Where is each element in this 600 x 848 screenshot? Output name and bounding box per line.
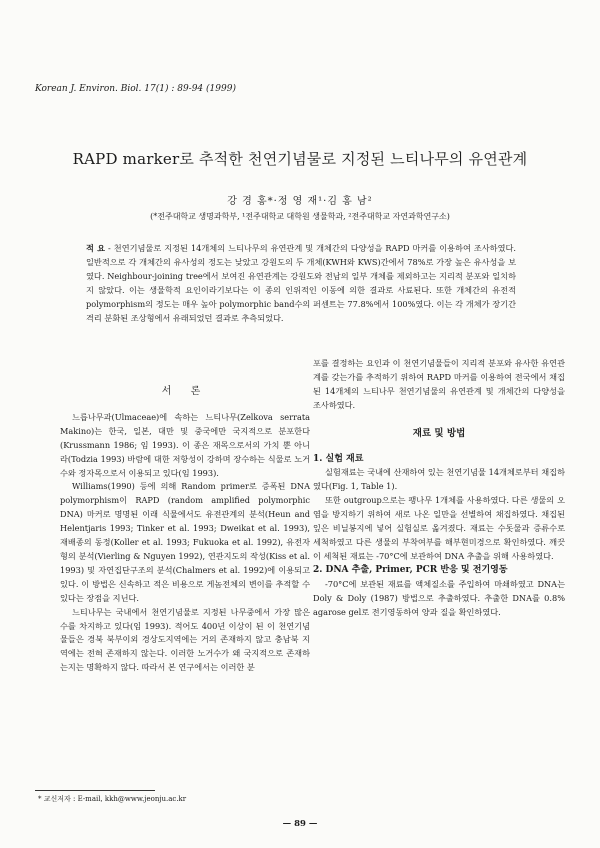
right-column bbox=[313, 357, 565, 619]
paper-title: RAPD marker로 추적한 천연기념물로 지정된 느티나무의 유연관계 bbox=[72, 150, 528, 168]
abstract-text: - 천연기념물로 지정된 14개체의 느티나무의 유연관계 및 개체간의 다양성을 RAPD 마커를 이용하여 조사하였다. 일반적으로 각 개체간의 유사성의 정도는 낮았고 강원도의 두 개체(KWH와 KWS)간에서 78%로 가장 높은 유사성을 보였다. Neighbour-joining tree에서 보여진 유연관계는 강원도와 전남의 일부 개체를 제외하고는 지리적 분포와 일치하지 않았다. 이는 생물학적 요인이라기보다는 이 종의 인위적인 이동에 의한 결과로 사료된다. 또한 개체간의 유전적 polymorphism의 정도는 매우 높아 polymorphic band수의 퍼센트는 77.8%에서 100%였다. 이는 각 개체가 장기간 격리 분화된 조상형에서 유래되었던 결과로 추측되었다. bbox=[86, 243, 516, 323]
journal-citation: Korean J. Environ. Biol. 17(1) : 89-94 (1999) bbox=[35, 84, 236, 94]
authors: 강 경 홍*·정 영 재¹·김 홍 남² bbox=[227, 196, 373, 207]
methods-paragraph-3: -70°C에 보관된 재료를 액체질소를 주입하여 마쇄하였고 DNA는 Doly & Doly (1987) 방법으로 추출하였다. 추출한 DNA를 0.8% agarose gel로 전기영동하여 양과 질을 확인하였다. bbox=[313, 578, 565, 617]
methods-paragraph-1: 실험재료는 국내에 산재하여 있는 천연기념물 14개체로부터 채집하였다(Fig. 1, Table 1). bbox=[313, 467, 565, 492]
intro-paragraph-3: 느티나무는 국내에서 천연기념물로 지정된 나무중에서 가장 많은 수를 차지하고 있다(임 1993). 적어도 400년 이상이 된 이 천연기념물들은 경북 북부이외 경상도지역에는 거의 존재하지 않고 충남북 지역에는 전혀 존재하지 않는다. 이러한 노거수가 왜 국지적으로 존재하는지는 명확하지 않다. 따라서 본 연구에서는 이러한 분 bbox=[60, 606, 310, 673]
introduction-heading: 서 론 bbox=[161, 386, 209, 397]
affiliations: (*전주대학교 생명과학부, ¹전주대학교 대학원 생물학과, ²전주대학교 자연과학연구소) bbox=[150, 212, 450, 221]
intro-paragraph-1: 느릅나무과(Ulmaceae)에 속하는 느티나무(Zelkova serrata Makino)는 한국, 일본, 대만 및 중국에만 국지적으로 분포한다(Krussmann 1986; 임 1993). 이 종은 재목으로서의 가치 뿐 아니라(Todzia 1993) 바람에 대한 저항성이 강하며 장수하는 식물로 노거수와 정자목으로서 이용되고 있다(임 1993). bbox=[60, 411, 310, 478]
subsection-materials: 1. 실험 재료 bbox=[313, 453, 364, 464]
methods-heading: 재료 및 방법 bbox=[412, 427, 466, 439]
footnote: * 교신저자 : E-mail, kkh@www.jeonju.ac.kr bbox=[38, 795, 187, 803]
abstract-label: 적 요 bbox=[86, 243, 106, 253]
subsection-dna: 2. DNA 추출, Primer, PCR 반응 및 전기영동 bbox=[313, 564, 508, 575]
intro-paragraph-continued: 포를 결정하는 요인과 이 천연기념물들이 지리적 분포와 유사한 유연관계를 갖는가를 추적하기 위하여 RAPD 마커를 이용하여 전국에서 채집된 14개체의 느티나무 천연기념물의 유연관계 및 개체간의 다양성을 조사하였다. bbox=[313, 358, 565, 410]
footnote-rule bbox=[35, 790, 155, 791]
page-number: — 89 — bbox=[282, 819, 318, 829]
intro-paragraph-2: Williams(1990) 등에 의해 Random primer로 증폭된 DNA polymorphism이 RAPD (random amplified polymorphic DNA) 마커로 명명된 이래 식물에서도 유전관계의 분석(Heun and Helentjaris 1993; Tinker et al. 1993; Dweikat et al. 1993), 재배종의 동정(Koller et al. 1993; Fukuoka et al. 1992), 유전자형의 분석(Vierling & Nguyen 1992), 연관지도의 작성(Kiss et al. 1993) 및 자연집단구조의 분석(Chalmers et al. 1992)에 이용되고 있다. 이 방법은 신속하고 적은 비용으로 게놈전체의 변이를 추적할 수 있다는 장점을 지닌다. bbox=[60, 481, 310, 603]
methods-paragraph-2: 또한 outgroup으로는 팽나무 1개체를 사용하였다. 다른 생물의 오염을 방지하기 위하여 새로 나온 일만을 선별하여 채집하였다. 채집된 잎은 비닐봉지에 넣어 실험실로 옮겨졌다. 재료는 수돗물과 증류수로 세척하였고 다른 생물의 부착여부를 해부현미경으로 확인하였다. 깨끗이 세척된 재료는 -70°C에 보관하여 DNA 추출을 위해 사용하였다. bbox=[313, 495, 565, 561]
abstract bbox=[86, 242, 516, 325]
left-column bbox=[60, 385, 310, 675]
